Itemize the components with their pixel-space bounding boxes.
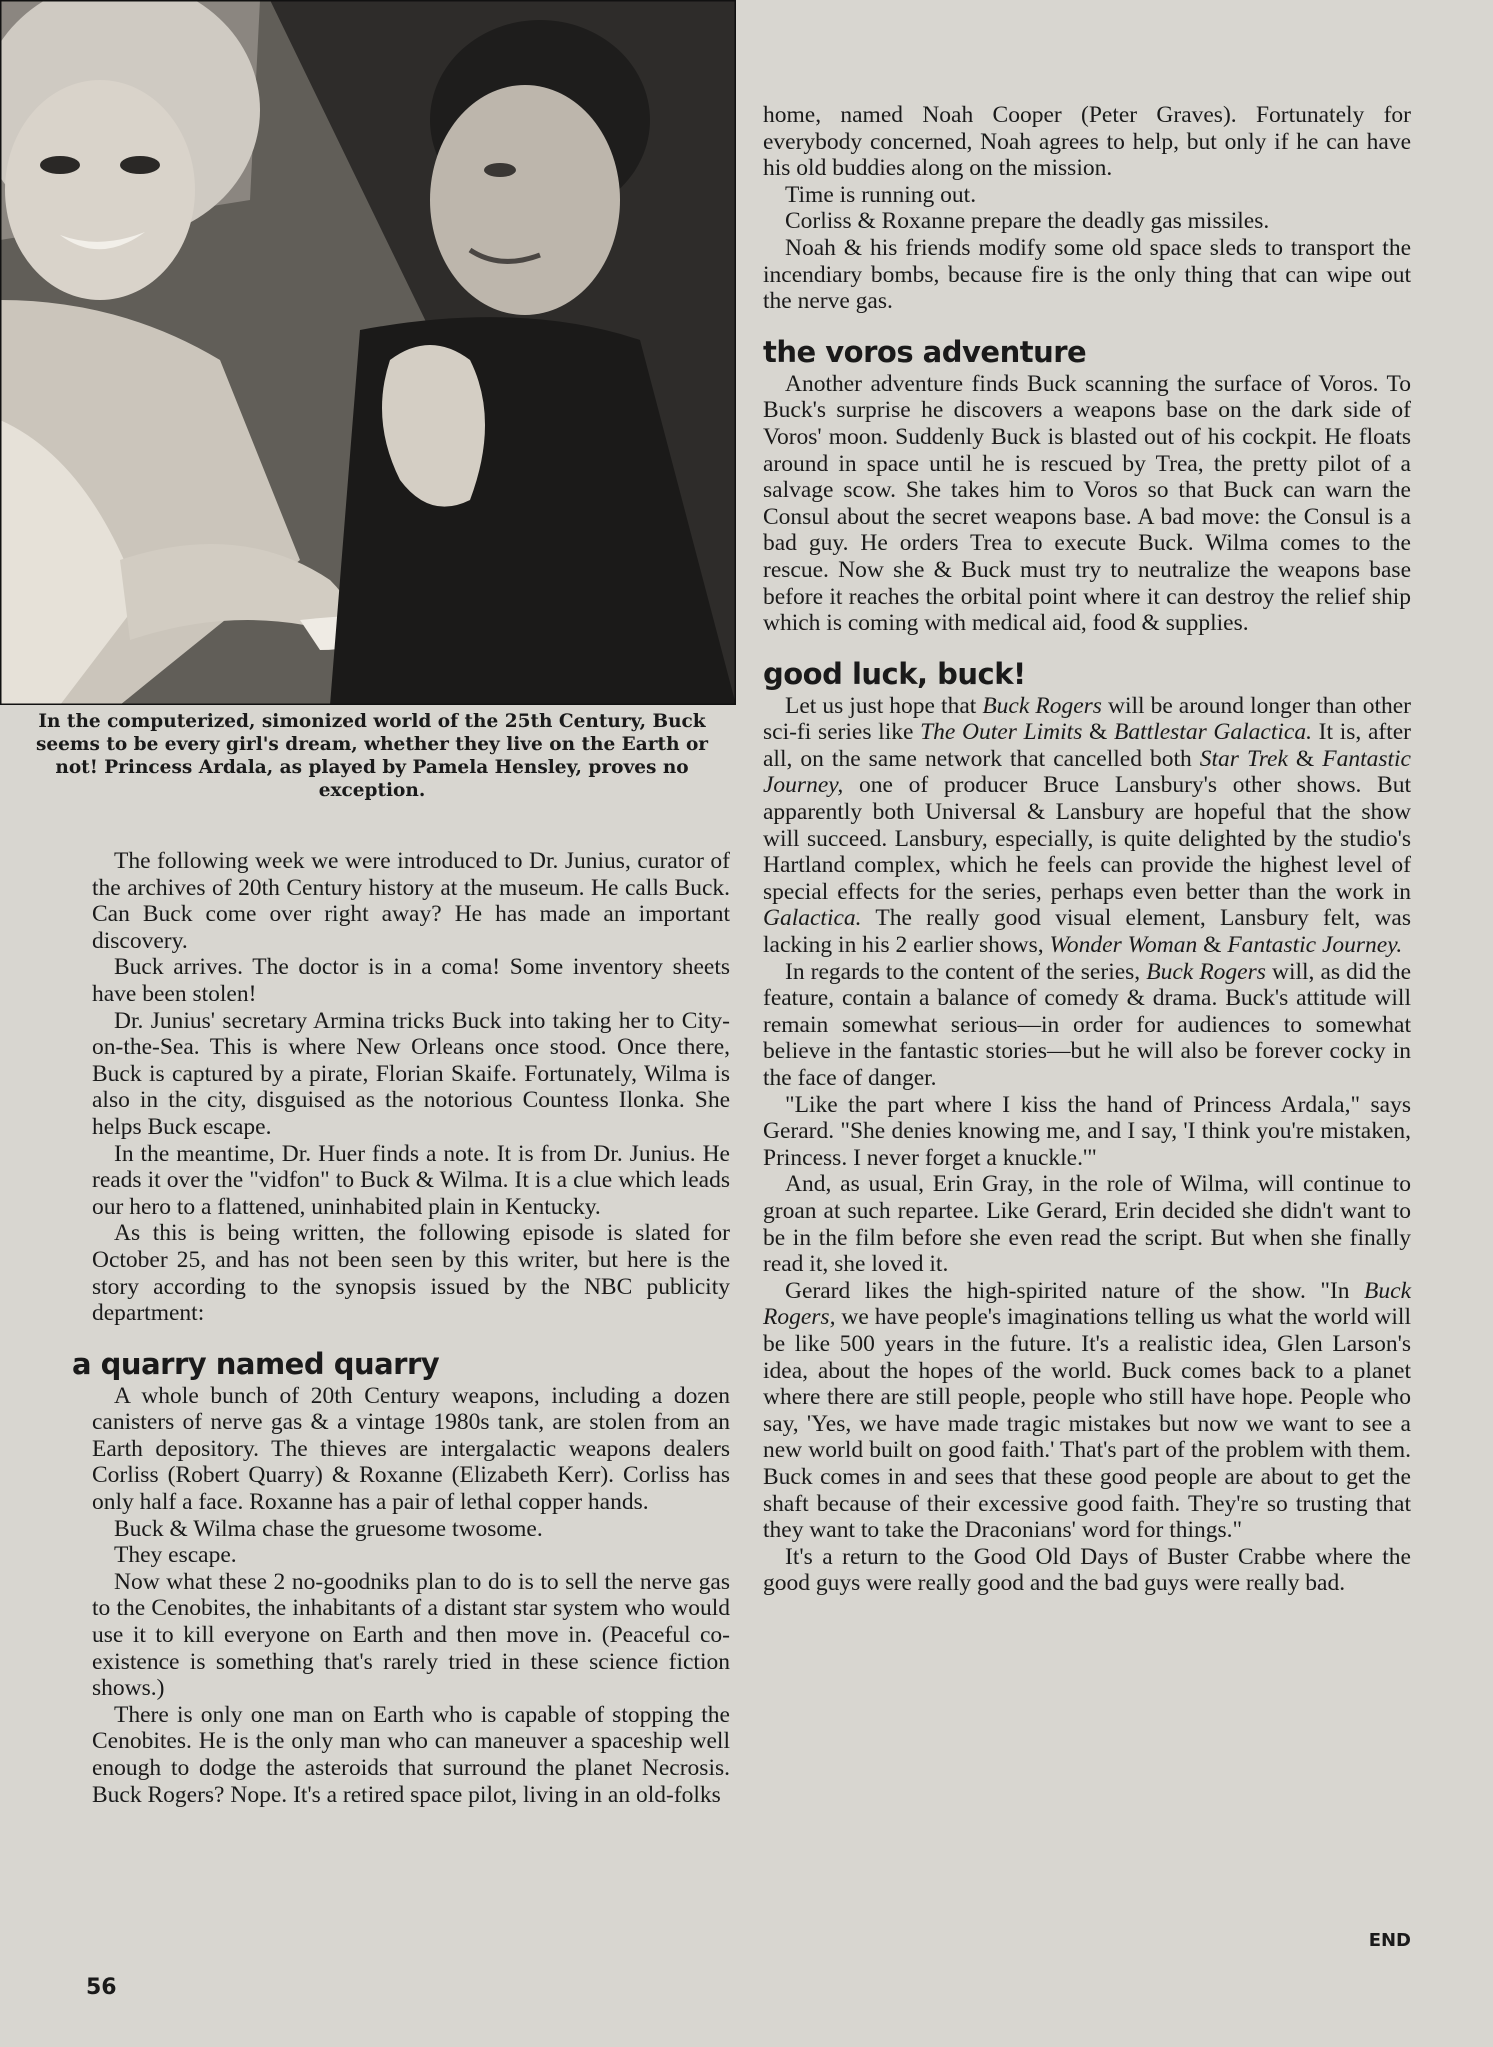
italic-title: Buck Rogers (982, 692, 1102, 719)
text-run: Let us just hope that (785, 692, 983, 719)
paragraph: A whole bunch of 20th Century weapons, including a dozen canisters of nerve gas & a vintage 1980s tank, are stolen from an Earth depository. The thieves are intergalactic weapons dealers Corliss (Robert Quarry) & Roxanne (Elizabeth Kerr). Corliss has only half a face. Roxanne has a pair of lethal copper hands. (92, 1382, 730, 1516)
paragraph: Dr. Junius' secretary Armina tricks Buck into taking her to City-on-the-Sea. This is where New Orleans once stood. Once there, Buck is captured by a pirate, Florian Skaife. Fortunately, Wilma is also in the city, disguised as the notorious Countess Ilonka. She helps Buck escape. (92, 1007, 730, 1140)
text-run: will be around longer than other sci-fi series like (763, 692, 1411, 746)
paragraph: It's a return to the Good Old Days of Buster Crabbe where the good guys were really good and the bad guys were really bad. (763, 1543, 1411, 1597)
italic-title: Fantastic Journey, (763, 745, 1411, 799)
italic-title: The Outer Limits (920, 719, 1083, 746)
photo-illustration (0, 0, 736, 705)
text-run: Gerard likes the high-spirited nature of the show. "In (785, 1277, 1365, 1304)
italic-title: Star Trek (1199, 745, 1288, 772)
paragraph: The following week we were introduced to Dr. Junius, curator of the archives of 20th Century history at the museum. He calls Buck. Can Buck come over right away? He has made an important discovery. (92, 848, 730, 954)
text-run: & (1287, 745, 1323, 772)
italic-title: Fantastic Journey. (1227, 932, 1403, 959)
italic-title: Wonder Woman (1049, 932, 1198, 959)
text-run: The really good visual element, Lansbury felt, was lacking in his 2 earlier shows, (763, 905, 1411, 959)
paragraph (763, 693, 1411, 959)
section-heading-good-luck: good luck, buck! (763, 656, 1026, 691)
article-photo (0, 0, 736, 705)
paragraph: They escape. (114, 1542, 237, 1569)
paragraph: Buck & Wilma chase the gruesome twosome. (114, 1515, 543, 1542)
text-run: & (1197, 932, 1228, 959)
text-run: will, as did the feature, contain a balance of comedy & drama. Buck's attitude will remain somewhat serious—in order for audiences to somewhat believe in the fantastic stories—but he will also be forever cocky in the face of danger. (763, 958, 1412, 1091)
section-heading-quarry: a quarry named quarry (72, 1346, 440, 1381)
paragraph: There is only one man on Earth who is capable of stopping the Cenobites. He is the only man who can maneuver a spaceship well enough to dodge the asteroids that surround the planet Necrosis. Buck Rogers? Nope. It's a retired space pilot, living in an old-folks (92, 1701, 730, 1808)
paragraph: Buck arrives. The doctor is in a coma! Some inventory sheets have been stolen! (92, 954, 730, 1007)
paragraph: As this is being written, the following episode is slated for October 25, and has not been seen by this writer, but here is the story according to the synopsis issued by the NBC publicity department: (92, 1220, 730, 1327)
paragraph: Time is running out. (785, 181, 977, 208)
end-mark: END (1368, 1930, 1411, 1951)
paragraph: Corliss & Roxanne prepare the deadly gas missiles. (785, 208, 1270, 235)
italic-title: Buck Rogers (1146, 958, 1266, 985)
italic-title: Buck Rogers, (763, 1277, 1411, 1331)
text-run: It is, after all, on the same network that cancelled both (763, 719, 1411, 772)
paragraph: "Like the part where I kiss the hand of Princess Ardala," says Gerard. "She denies knowing me, and I say, 'I think you're mistaken, Princess. I never forget a knuckle.'" (763, 1091, 1411, 1171)
paragraph: Another adventure finds Buck scanning the surface of Voros. To Buck's surprise he discovers a weapons base on the dark side of Voros' moon. Suddenly Buck is blasted out of his cockpit. He floats around in space until he is rescued by Trea, the pretty pilot of a salvage scow. She takes him to Voros so that Buck can warn the Consul about the secret weapons base. A bad move: the Consul is a bad guy. He orders Trea to execute Buck. Wilma comes to the rescue. Now she & Buck must try to neutralize the weapons base before it reaches the orbital point where it can destroy the relief ship which is coming with medical aid, food & supplies. (763, 370, 1411, 637)
paragraph: Now what these 2 no-goodniks plan to do is to sell the nerve gas to the Cenobites, the inhabitants of a distant star system who would use it to kill everyone on Earth and then move in. (Peaceful co-existence is something that's rarely tried in these science fiction shows.) (92, 1568, 730, 1702)
text-run: one of producer Bruce Lansbury's other shows. But apparently both Universal & Lansbury are hopeful that the show will succeed. Lansbury, especially, is quite delighted by the studio's Hartland complex, which he feels can provide the highest level of special effects for the series, perhaps even better than the work in (763, 772, 1411, 905)
photo-caption: In the computerized, simonized world of the 25th Century, Buck seems to be every girl's dream, whether they live on the Earth or not! Princess Ardala, as played by Pamela Hensley, proves no exception. (35, 711, 709, 801)
right-column (763, 102, 1411, 1597)
text-run: & (1082, 719, 1115, 746)
italic-title: Battlestar Galactica. (1114, 719, 1312, 746)
italic-title: Galactica. (763, 905, 862, 932)
left-column (72, 848, 730, 1808)
paragraph: And, as usual, Erin Gray, in the role of Wilma, will continue to groan at such repartee. Like Gerard, Erin decided she didn't want to be in the film before she even read the script. But when she finally read it, she loved it. (763, 1171, 1411, 1278)
section-heading-voros: the voros adventure (763, 334, 1087, 369)
paragraph (763, 959, 1411, 1092)
text-run: we have people's imaginations telling us what the world will be like 500 years in the future. It's a realistic idea, Glen Larson's idea, about the hopes of the world. Buck comes back to a planet where there are still people, people who still have hope. People who say, 'Yes, we have made tragic mistakes but now we want to see a new world built on good faith.' That's part of the problem with them. Buck comes in and sees that these good people are about to get the shaft because of their excessive good faith. They're so trusting that they want to take the Draconians' word for things." (763, 1304, 1411, 1544)
text-run: In regards to the content of the series, (785, 958, 1147, 985)
paragraph: Noah & his friends modify some old space sleds to transport the incendiary bombs, because fire is the only thing that can wipe out the nerve gas. (763, 234, 1411, 315)
page-number: 56 (86, 1975, 117, 2000)
paragraph (763, 1278, 1411, 1544)
paragraph: In the meantime, Dr. Huer finds a note. It is from Dr. Junius. He reads it over the "vidfon" to Buck & Wilma. It is a clue which leads our hero to a flattened, uninhabited plain in Kentucky. (92, 1140, 730, 1220)
continued-paragraph: home, named Noah Cooper (Peter Graves). Fortunately for everybody concerned, Noah agrees to help, but only if he can have his old buddies along on the mission. (763, 102, 1411, 182)
